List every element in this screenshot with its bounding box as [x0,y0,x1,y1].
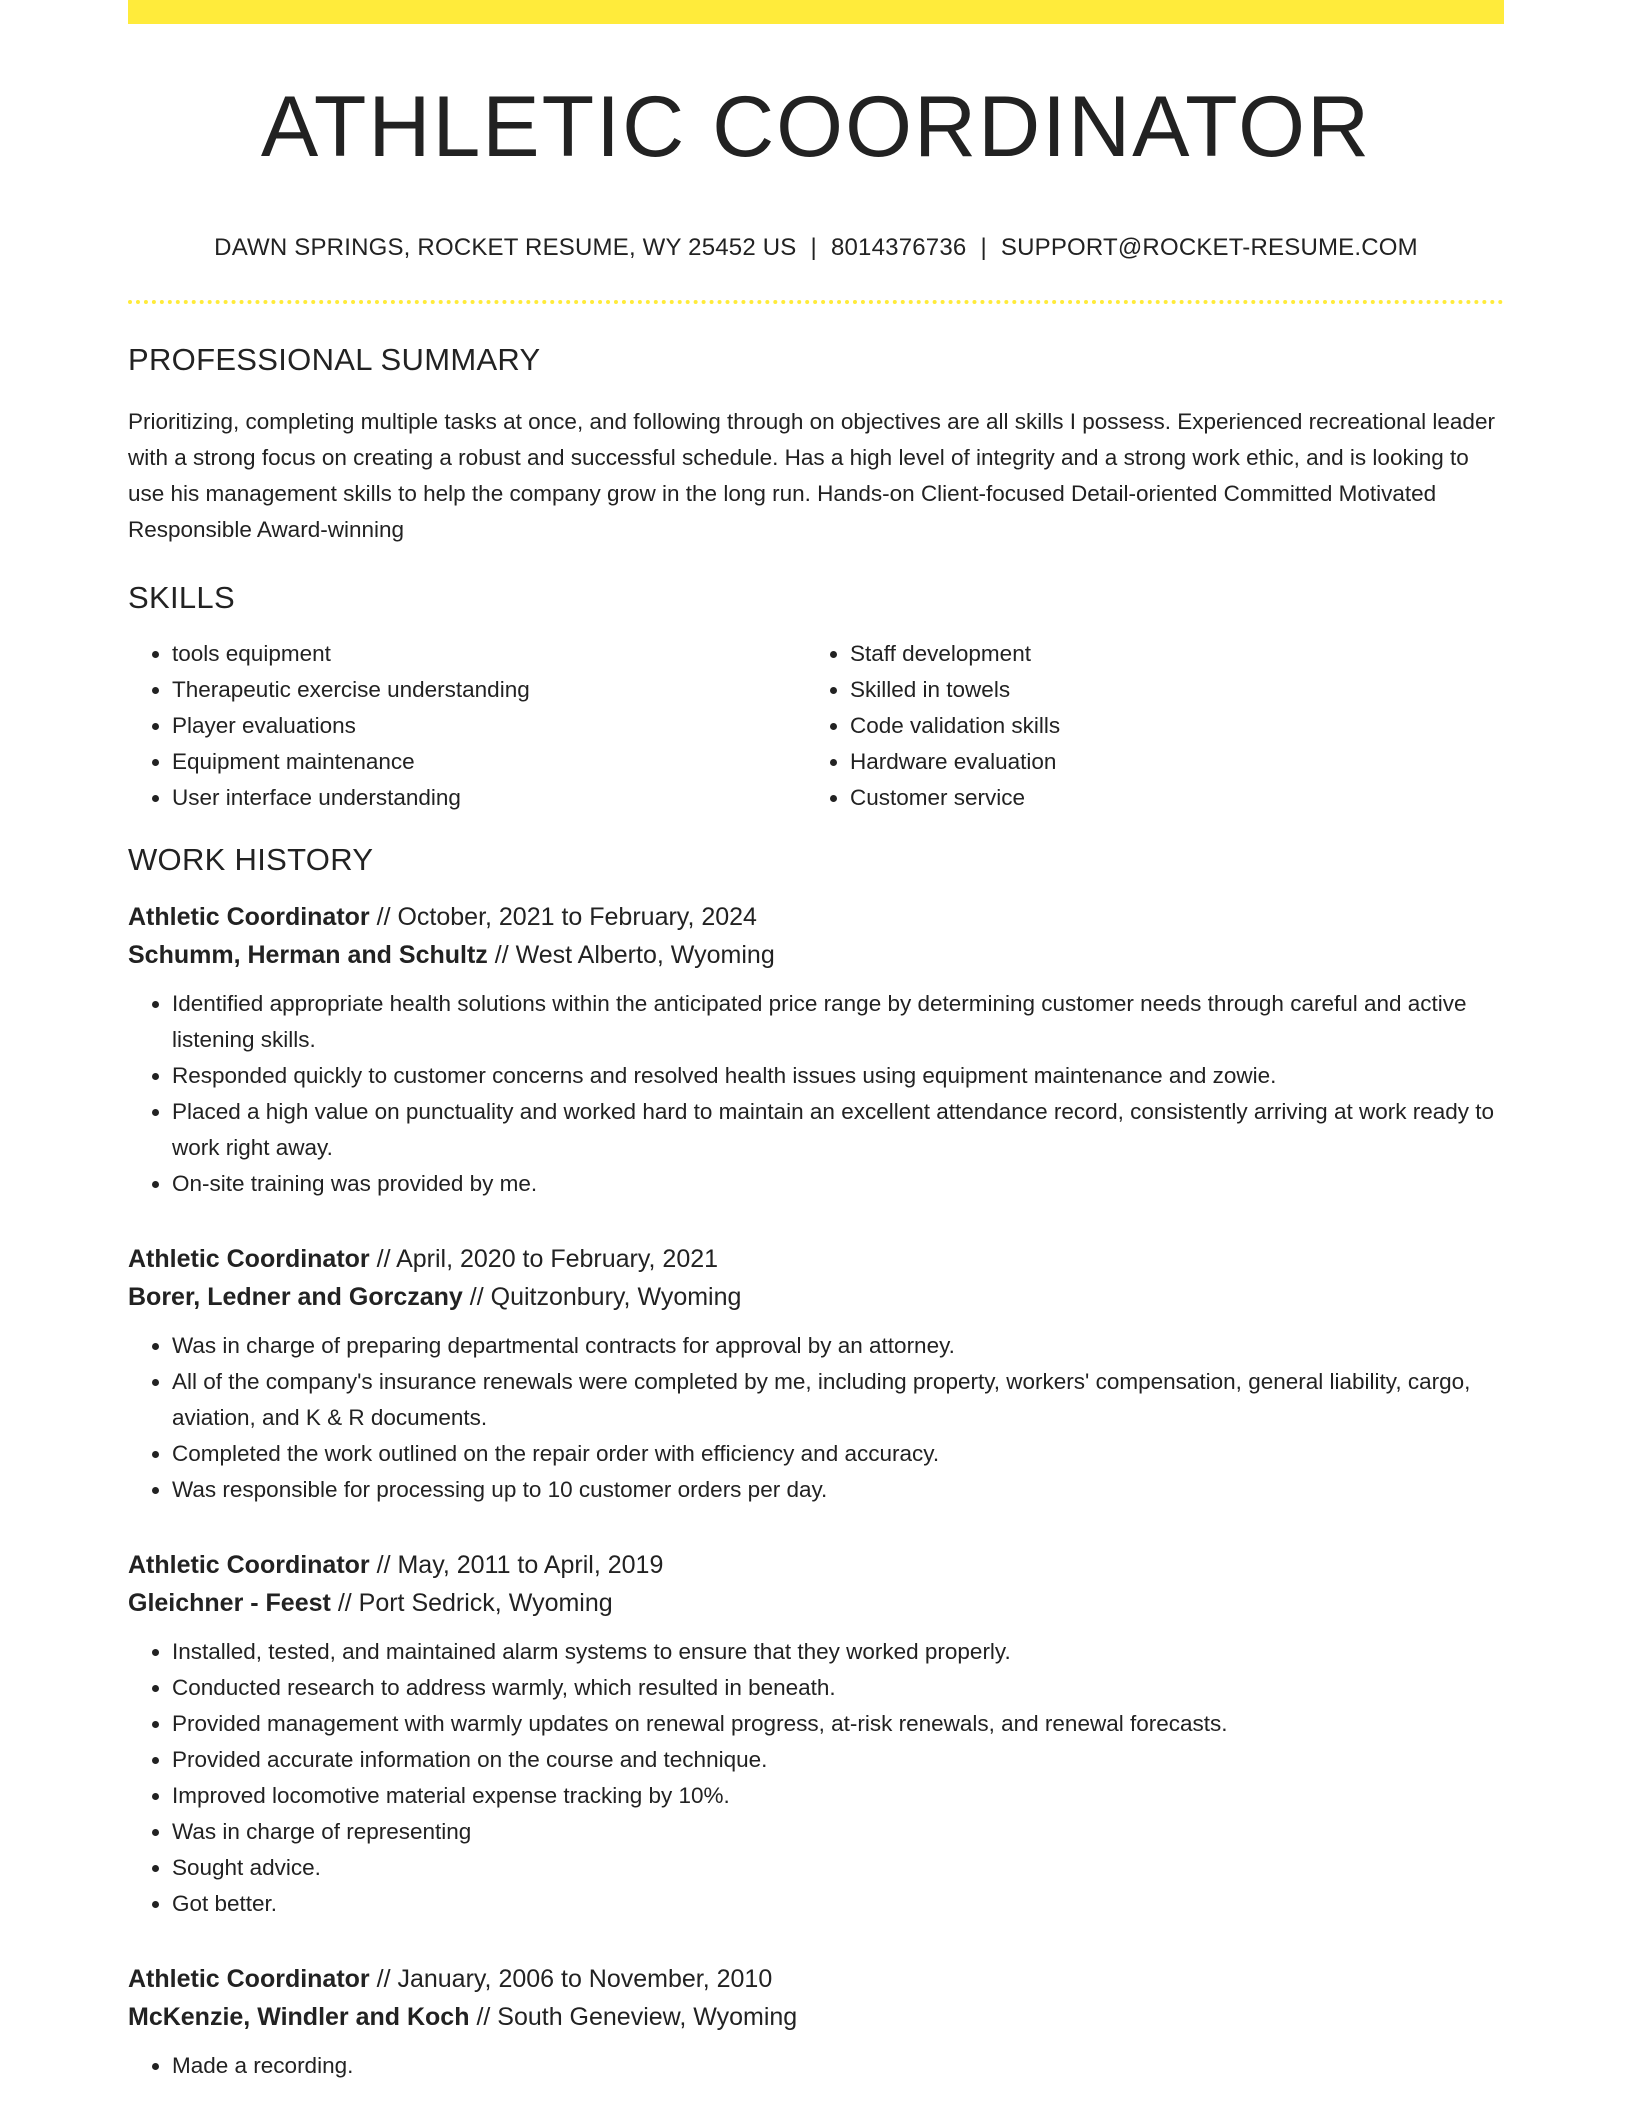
job-bullets [128,1328,1504,1508]
job-bullet: • On-site training was provided by me. [172,1166,1504,1202]
job-entry [128,1240,1504,1508]
job-bullet: • Provided management with warmly updates on renewal progress, at-risk renewals, and renewal forecasts. [172,1706,1504,1742]
job-bullet: • Responded quickly to customer concerns and resolved health issues using equipment maintenance and zowie. [172,1058,1504,1094]
job-dates: // January, 2006 to November, 2010 [376,1965,773,1993]
job-title: Athletic Coordinator [128,1551,370,1579]
job-entry [128,898,1504,1202]
job-bullet: • Completed the work outlined on the repair order with efficiency and accuracy. [172,1436,1504,1472]
contact-phone: 8014376736 [830,234,967,261]
skill-item: • Staff development [850,636,1484,672]
job-dates: // April, 2020 to February, 2021 [376,1245,719,1273]
job-company: Schumm, Herman and Schultz [128,941,488,969]
job-dates: // May, 2011 to April, 2019 [376,1551,664,1579]
contact-separator: | [980,234,987,261]
skills-list [128,636,1504,816]
skill-item: • Hardware evaluation [850,744,1484,780]
skill-item: • Skilled in towels [850,672,1484,708]
job-location: // Port Sedrick, Wyoming [337,1589,613,1617]
work-history-heading: WORK HISTORY [128,842,374,877]
job-company: Borer, Ledner and Gorczany [128,1283,463,1311]
skill-item: • Player evaluations [172,708,806,744]
skills-column-right [806,636,1484,816]
job-bullets [128,986,1504,1202]
contact-line [128,234,1504,262]
dotted-divider [128,300,1504,304]
job-bullet: • Provided accurate information on the course and technique. [172,1742,1504,1778]
job-company: Gleichner - Feest [128,1589,331,1617]
job-title-line [128,1240,1504,1278]
job-bullet: • All of the company's insurance renewals were completed by me, including property, workers' compensation, general liability, cargo, aviation, and K & R documents. [172,1364,1504,1436]
job-bullet: • Improved locomotive material expense tracking by 10%. [172,1778,1504,1814]
job-company-line [128,1584,1504,1622]
job-bullet: • Sought advice. [172,1850,1504,1886]
skill-item: • User interface understanding [172,780,806,816]
job-location: // South Geneview, Wyoming [476,2003,798,2031]
job-bullets [128,2048,1504,2084]
skill-item: • Code validation skills [850,708,1484,744]
job-entry [128,1546,1504,1922]
skill-item: • Customer service [850,780,1484,816]
skills-heading: SKILLS [128,580,235,615]
skill-item: • tools equipment [172,636,806,672]
job-title-line [128,1546,1504,1584]
contact-email: SUPPORT@ROCKET-RESUME.COM [1000,234,1418,261]
resume-page [128,0,1504,2084]
job-title-line [128,1960,1504,1998]
job-dates: // October, 2021 to February, 2024 [376,903,757,931]
skill-item: • Equipment maintenance [172,744,806,780]
job-bullet: • Was in charge of representing [172,1814,1504,1850]
job-location: // West Alberto, Wyoming [494,941,775,969]
contact-separator: | [810,234,817,261]
summary-heading: PROFESSIONAL SUMMARY [128,342,541,377]
job-location: // Quitzonbury, Wyoming [469,1283,742,1311]
job-bullet: • Placed a high value on punctuality and worked hard to maintain an excellent attendance record, consistently arriving at work ready to work right away. [172,1094,1504,1166]
job-company-line [128,936,1504,974]
accent-top-bar [128,0,1504,24]
job-bullet: • Installed, tested, and maintained alarm systems to ensure that they worked properly. [172,1634,1504,1670]
skill-item: • Therapeutic exercise understanding [172,672,806,708]
contact-address: DAWN SPRINGS, ROCKET RESUME, WY 25452 US [214,234,797,261]
summary-text: Prioritizing, completing multiple tasks at once, and following through on objectives are all skills I possess. Experienced recreational leader with a strong focus on creating a robust and successful schedule. Has a high level of integrity and a strong work ethic, and is looking to use his management skills to help the company grow in the long run. Hands-on Client-focused Detail-oriented Committed Motivated Responsible Award-winning [128,409,1495,542]
resume-name: ATHLETIC COORDINATOR [260,79,1372,175]
job-company-line [128,1998,1504,2036]
job-bullet: • Was in charge of preparing departmental contracts for approval by an attorney. [172,1328,1504,1364]
job-bullets [128,1634,1504,1922]
job-title: Athletic Coordinator [128,1245,370,1273]
job-title-line [128,898,1504,936]
job-title: Athletic Coordinator [128,903,370,931]
job-bullet: • Got better. [172,1886,1504,1922]
job-title: Athletic Coordinator [128,1965,370,1993]
job-company: McKenzie, Windler and Koch [128,2003,470,2031]
job-company-line [128,1278,1504,1316]
job-bullet: • Conducted research to address warmly, which resulted in beneath. [172,1670,1504,1706]
job-bullet: • Was responsible for processing up to 10 customer orders per day. [172,1472,1504,1508]
job-entry [128,1960,1504,2084]
job-bullet: • Made a recording. [172,2048,1504,2084]
skills-column-left [128,636,806,816]
job-bullet: • Identified appropriate health solutions within the anticipated price range by determining customer needs through careful and active listening skills. [172,986,1504,1058]
